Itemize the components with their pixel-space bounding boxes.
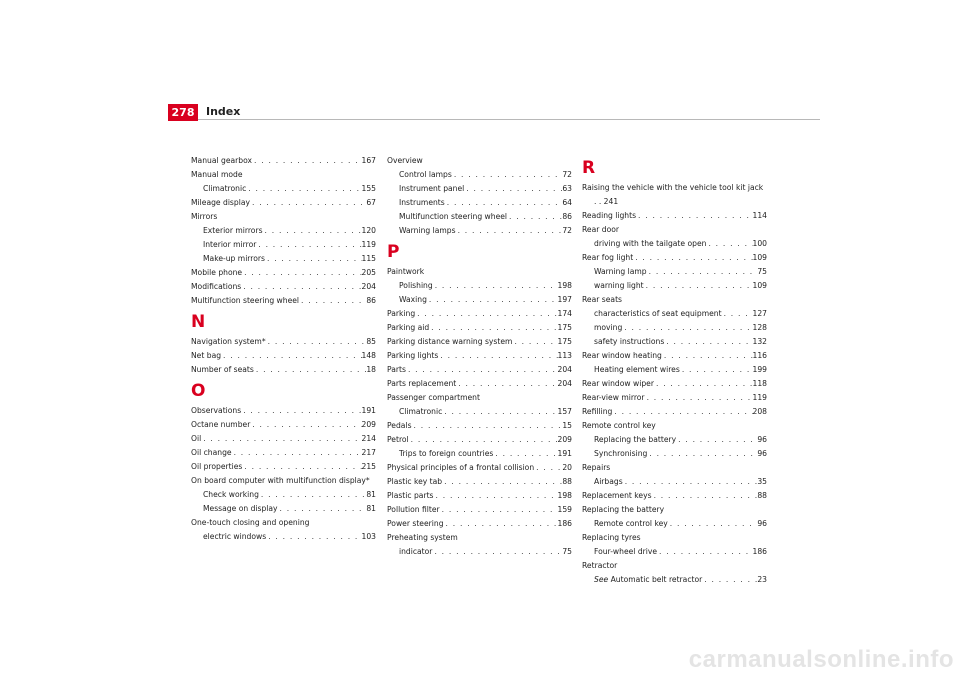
entry-term: Instruments xyxy=(399,198,445,207)
page-reference: 215 xyxy=(361,462,376,471)
entry-term: Four-wheel drive xyxy=(594,547,658,556)
index-entry xyxy=(582,503,767,517)
entry-term: Control lamps xyxy=(399,170,452,179)
page-reference: 209 xyxy=(557,435,572,444)
index-letter-heading: O xyxy=(191,381,206,401)
entry-term: Power steering xyxy=(387,519,444,528)
page-reference: 157 xyxy=(557,407,572,416)
page-reference: 175 xyxy=(557,337,572,346)
entry-term: Petrol xyxy=(387,435,409,444)
index-letter-heading: R xyxy=(582,158,596,178)
page-reference: 119 xyxy=(361,240,376,249)
index-subentry xyxy=(582,475,767,489)
page-reference: 115 xyxy=(361,254,376,263)
index-entry xyxy=(582,293,767,307)
entry-term: Mileage display xyxy=(191,198,250,207)
page-reference: 81 xyxy=(366,490,376,499)
entry-term: Manual mode xyxy=(191,170,243,179)
page-reference: 204 xyxy=(557,379,572,388)
dot-leader xyxy=(429,321,557,335)
dot-leader xyxy=(456,377,557,391)
index-subentry xyxy=(387,279,572,293)
entry-term: Reading lights xyxy=(582,211,637,220)
entry-term: Climatronic xyxy=(399,407,443,416)
entry-term: Interior mirror xyxy=(203,240,257,249)
index-subentry xyxy=(582,237,767,251)
entry-term: Rear door xyxy=(582,225,620,234)
index-subentry xyxy=(387,182,572,196)
dot-leader xyxy=(612,405,752,419)
index-entry xyxy=(387,475,572,489)
page-reference: 72 xyxy=(562,226,572,235)
entry-term: Oil xyxy=(191,434,202,443)
dot-leader xyxy=(645,391,753,405)
dot-leader xyxy=(702,573,757,587)
page-reference: 113 xyxy=(557,351,572,360)
index-subentry xyxy=(191,488,376,502)
dot-leader xyxy=(433,279,558,293)
page-reference: 174 xyxy=(557,309,572,318)
index-subentry xyxy=(387,405,572,419)
index-entry xyxy=(387,349,572,363)
entry-term: Instrument panel xyxy=(399,184,465,193)
dot-leader xyxy=(507,210,562,224)
page-reference: 167 xyxy=(361,156,376,165)
dot-leader xyxy=(409,433,558,447)
page-reference: 132 xyxy=(752,337,767,346)
entry-term: Trips to foreign countries xyxy=(399,449,494,458)
dot-leader xyxy=(201,432,361,446)
entry-term: Repairs xyxy=(582,463,611,472)
entry-term: warning light xyxy=(594,281,644,290)
entry-term: Navigation system* xyxy=(191,337,266,346)
watermark: carmanualsonline.info xyxy=(688,646,954,673)
dot-leader xyxy=(456,224,563,238)
entry-term: Mobile phone xyxy=(191,268,243,277)
index-entry xyxy=(387,321,572,335)
dot-leader xyxy=(242,460,361,474)
page-reference: 209 xyxy=(361,420,376,429)
entry-term: Warning lamps xyxy=(399,226,456,235)
entry-term: electric windows xyxy=(203,532,267,541)
entry-term: Net bag xyxy=(191,351,222,360)
index-subentry xyxy=(191,238,376,252)
dot-leader xyxy=(652,489,758,503)
page-reference: 88 xyxy=(757,491,767,500)
index-subentry xyxy=(387,447,572,461)
dot-leader xyxy=(654,377,753,391)
dot-leader xyxy=(680,363,753,377)
page-reference: 72 xyxy=(562,170,572,179)
index-subentry xyxy=(582,335,767,349)
index-entry xyxy=(191,335,376,349)
entry-term: Refilling xyxy=(582,407,613,416)
dot-leader xyxy=(706,237,752,251)
index-entry xyxy=(582,391,767,405)
entry-term: Parts replacement xyxy=(387,379,457,388)
index-entry xyxy=(191,446,376,460)
index-subentry xyxy=(582,279,767,293)
index-entry xyxy=(191,349,376,363)
page-reference: 15 xyxy=(562,421,572,430)
page-reference: 127 xyxy=(752,309,767,318)
page-reference: 35 xyxy=(757,477,767,486)
page-reference: 64 xyxy=(562,198,572,207)
index-entry xyxy=(387,377,572,391)
dot-leader xyxy=(633,251,752,265)
dot-leader xyxy=(647,265,758,279)
entry-term: Exterior mirrors xyxy=(203,226,263,235)
page-number-badge: 278 xyxy=(168,104,198,121)
page-reference: 75 xyxy=(757,267,767,276)
index-entry xyxy=(387,503,572,517)
dot-leader xyxy=(442,405,557,419)
entry-term: Physical principles of a frontal collision xyxy=(387,463,535,472)
index-entry xyxy=(387,307,572,321)
dot-leader xyxy=(722,307,753,321)
entry-term: Multifunction steering wheel xyxy=(191,296,300,305)
dot-leader xyxy=(250,418,361,432)
dot-leader xyxy=(256,238,361,252)
entry-term: Warning lamp xyxy=(594,267,647,276)
index-entry xyxy=(582,559,767,573)
entry-term: Parking xyxy=(387,309,416,318)
entry-term: Message on display xyxy=(203,504,278,513)
index-subentry xyxy=(582,545,767,559)
page-reference: 208 xyxy=(752,407,767,416)
entry-term: Rear-view mirror xyxy=(582,393,645,402)
entry-term: Remote control key xyxy=(594,519,668,528)
index-entry xyxy=(387,363,572,377)
page-reference: 197 xyxy=(557,295,572,304)
entry-term: Pedals xyxy=(387,421,412,430)
entry-term: Check working xyxy=(203,490,259,499)
dot-leader xyxy=(406,363,558,377)
index-subentry xyxy=(387,293,572,307)
dot-leader xyxy=(512,335,557,349)
index-entry xyxy=(387,154,572,168)
page-reference: 191 xyxy=(361,406,376,415)
entry-term: On board computer with multifunction display* xyxy=(191,476,370,485)
page-reference: 186 xyxy=(752,547,767,556)
dot-leader xyxy=(664,335,752,349)
index-subentry xyxy=(582,573,767,587)
index-entry xyxy=(582,377,767,391)
index-entry xyxy=(582,531,767,545)
page-reference: 109 xyxy=(752,281,767,290)
entry-term: Mirrors xyxy=(191,212,218,221)
index-entry xyxy=(387,517,572,531)
page-reference: 96 xyxy=(757,449,767,458)
index-subentry xyxy=(387,196,572,210)
page-reference: 204 xyxy=(557,365,572,374)
page-reference: 198 xyxy=(557,491,572,500)
page-reference: 199 xyxy=(752,365,767,374)
page-reference: 23 xyxy=(757,575,767,584)
dot-leader xyxy=(452,168,563,182)
dot-leader xyxy=(241,280,361,294)
entry-term-group xyxy=(594,573,702,587)
dot-leader xyxy=(415,307,557,321)
index-subentry xyxy=(191,224,376,238)
dot-leader xyxy=(241,404,361,418)
page-reference: 155 xyxy=(361,184,376,193)
index-entry xyxy=(191,363,376,377)
index-entry xyxy=(387,433,572,447)
dot-leader xyxy=(534,461,562,475)
index-entry xyxy=(582,419,767,433)
page-reference: 198 xyxy=(557,281,572,290)
entry-term: Replacing the battery xyxy=(594,435,677,444)
index-entry xyxy=(191,294,376,308)
page-reference: 18 xyxy=(366,365,376,374)
entry-term: moving xyxy=(594,323,623,332)
page-reference: 75 xyxy=(562,547,572,556)
page-reference: 20 xyxy=(562,463,572,472)
index-column-1 xyxy=(191,154,376,544)
index-entry xyxy=(191,154,376,168)
dot-leader xyxy=(445,196,563,210)
entry-term: Pollution filter xyxy=(387,505,440,514)
index-subentry xyxy=(387,210,572,224)
dot-leader xyxy=(299,294,366,308)
index-entry xyxy=(387,531,572,545)
index-entry xyxy=(582,489,767,503)
entry-term: Parking distance warning system xyxy=(387,337,513,346)
index-subentry xyxy=(582,321,767,335)
index-entry xyxy=(191,280,376,294)
index-subentry xyxy=(191,502,376,516)
entry-term: Polishing xyxy=(399,281,433,290)
index-entry xyxy=(191,404,376,418)
index-entry xyxy=(191,432,376,446)
index-entry xyxy=(191,196,376,210)
entry-term: Number of seats xyxy=(191,365,254,374)
dot-leader xyxy=(242,266,361,280)
page-reference: 63 xyxy=(562,184,572,193)
index-entry xyxy=(191,474,376,488)
entry-term: Oil change xyxy=(191,448,232,457)
entry-term: One-touch closing and opening xyxy=(191,518,310,527)
entry-term: Plastic parts xyxy=(387,491,434,500)
entry-term: driving with the tailgate open xyxy=(594,239,707,248)
entry-term: Octane number xyxy=(191,420,251,429)
index-column-2 xyxy=(387,154,572,559)
page-reference: 116 xyxy=(752,351,767,360)
dot-leader xyxy=(265,252,362,266)
entry-term: Replacement keys xyxy=(582,491,652,500)
page-reference: 88 xyxy=(562,477,572,486)
index-entry xyxy=(387,489,572,503)
dot-leader xyxy=(442,475,562,489)
entry-term: Rear window wiper xyxy=(582,379,654,388)
dot-leader xyxy=(246,182,361,196)
page-reference: 214 xyxy=(361,434,376,443)
entry-term: Replacing the battery xyxy=(582,505,665,514)
entry-term: Replacing tyres xyxy=(582,533,641,542)
index-subentry xyxy=(387,168,572,182)
index-letter-heading: N xyxy=(191,312,206,332)
page-reference: 67 xyxy=(366,198,376,207)
page-reference: 205 xyxy=(361,268,376,277)
entry-term: Plastic key tab xyxy=(387,477,443,486)
index-subentry xyxy=(582,363,767,377)
dot-leader xyxy=(636,209,752,223)
page-reference: 119 xyxy=(752,393,767,402)
entry-term: safety instructions xyxy=(594,337,665,346)
index-entry xyxy=(387,335,572,349)
page-reference: 114 xyxy=(752,211,767,220)
dot-leader xyxy=(412,419,563,433)
page-reference: 85 xyxy=(366,337,376,346)
dot-leader xyxy=(662,349,753,363)
entry-term: Make-up mirrors xyxy=(203,254,265,263)
dot-leader xyxy=(438,349,557,363)
page-reference: 175 xyxy=(557,323,572,332)
page-reference: 217 xyxy=(361,448,376,457)
dot-leader xyxy=(266,530,361,544)
page-reference: 100 xyxy=(752,239,767,248)
page-reference: 159 xyxy=(557,505,572,514)
index-subentry xyxy=(582,433,767,447)
entry-term: Airbags xyxy=(594,477,623,486)
dot-leader xyxy=(647,447,757,461)
entry-term: Parking aid xyxy=(387,323,430,332)
dot-leader xyxy=(444,517,558,531)
page-reference: 86 xyxy=(562,212,572,221)
dot-leader xyxy=(432,545,562,559)
index-subentry xyxy=(582,517,767,531)
dot-leader xyxy=(623,475,758,489)
entry-term: Retractor xyxy=(582,561,618,570)
header-divider xyxy=(198,119,820,120)
index-entry xyxy=(191,516,376,530)
entry-term: Rear fog light xyxy=(582,253,634,262)
page-reference: 103 xyxy=(361,532,376,541)
index-letter-heading: P xyxy=(387,242,400,262)
page-reference: 86 xyxy=(366,296,376,305)
entry-term: Observations xyxy=(191,406,242,415)
index-entry xyxy=(191,266,376,280)
dot-leader xyxy=(657,545,752,559)
page-reference: 204 xyxy=(361,282,376,291)
index-subentry xyxy=(387,224,572,238)
page-reference: 96 xyxy=(757,519,767,528)
index-subentry xyxy=(191,182,376,196)
index-entry xyxy=(582,405,767,419)
index-entry xyxy=(191,210,376,224)
page-reference: 120 xyxy=(361,226,376,235)
entry-term: Rear window heating xyxy=(582,351,662,360)
entry-term: Remote control key xyxy=(582,421,656,430)
entry-term: Multifunction steering wheel xyxy=(399,212,508,221)
index-entry: Raising the vehicle with the vehicle tool kit jack . . 241 xyxy=(582,183,764,206)
dot-leader xyxy=(622,321,752,335)
index-subentry xyxy=(191,530,376,544)
index-entry xyxy=(387,419,572,433)
entry-term: Overview xyxy=(387,156,423,165)
dot-leader xyxy=(266,335,367,349)
dot-leader xyxy=(250,196,366,210)
index-entry xyxy=(582,349,767,363)
dot-leader xyxy=(252,154,361,168)
index-subentry xyxy=(387,545,572,559)
dot-leader xyxy=(259,488,366,502)
dot-leader xyxy=(464,182,562,196)
page-title: Index xyxy=(206,105,241,118)
entry-term: Oil properties xyxy=(191,462,243,471)
index-entry xyxy=(582,251,767,265)
entry-term: Climatronic xyxy=(203,184,247,193)
entry-term: Manual gearbox xyxy=(191,156,253,165)
entry-term: Waxing xyxy=(399,295,427,304)
dot-leader xyxy=(676,433,757,447)
index-entry xyxy=(582,223,767,237)
dot-leader xyxy=(427,293,558,307)
entry-term: Passenger compartment xyxy=(387,393,480,402)
index-entry xyxy=(582,209,767,223)
dot-leader xyxy=(278,502,367,516)
entry-term: Automatic belt retractor xyxy=(610,575,703,584)
entry-term: Rear seats xyxy=(582,295,623,304)
dot-leader xyxy=(232,446,362,460)
dot-leader xyxy=(644,279,753,293)
entry-term: indicator xyxy=(399,547,433,556)
index-subentry xyxy=(582,447,767,461)
page-reference: 186 xyxy=(557,519,572,528)
index-subentry xyxy=(191,252,376,266)
dot-leader xyxy=(254,363,366,377)
index-entry xyxy=(387,265,572,279)
page-reference: 128 xyxy=(752,323,767,332)
dot-leader xyxy=(221,349,361,363)
entry-term: characteristics of seat equipment xyxy=(594,309,722,318)
index-subentry xyxy=(582,265,767,279)
index-entry xyxy=(582,461,767,475)
dot-leader xyxy=(493,447,557,461)
index-entry xyxy=(387,391,572,405)
index-entry xyxy=(191,168,376,182)
entry-term: Synchronising xyxy=(594,449,648,458)
see-reference: See xyxy=(594,575,609,584)
dot-leader xyxy=(434,489,558,503)
index-entry xyxy=(387,461,572,475)
entry-term: Modifications xyxy=(191,282,242,291)
page-reference: 148 xyxy=(361,351,376,360)
entry-term: Parking lights xyxy=(387,351,439,360)
page-reference: 81 xyxy=(366,504,376,513)
page-reference: 109 xyxy=(752,253,767,262)
entry-term: Paintwork xyxy=(387,267,425,276)
index-subentry xyxy=(582,307,767,321)
entry-term: Parts xyxy=(387,365,406,374)
dot-leader xyxy=(668,517,758,531)
index-entry xyxy=(191,460,376,474)
entry-term: Preheating system xyxy=(387,533,458,542)
dot-leader xyxy=(263,224,362,238)
index-entry xyxy=(191,418,376,432)
entry-term: Heating element wires xyxy=(594,365,680,374)
page-reference: 118 xyxy=(752,379,767,388)
page-reference: 191 xyxy=(557,449,572,458)
index-column-3 xyxy=(582,154,767,587)
dot-leader xyxy=(440,503,558,517)
page-reference: 96 xyxy=(757,435,767,444)
